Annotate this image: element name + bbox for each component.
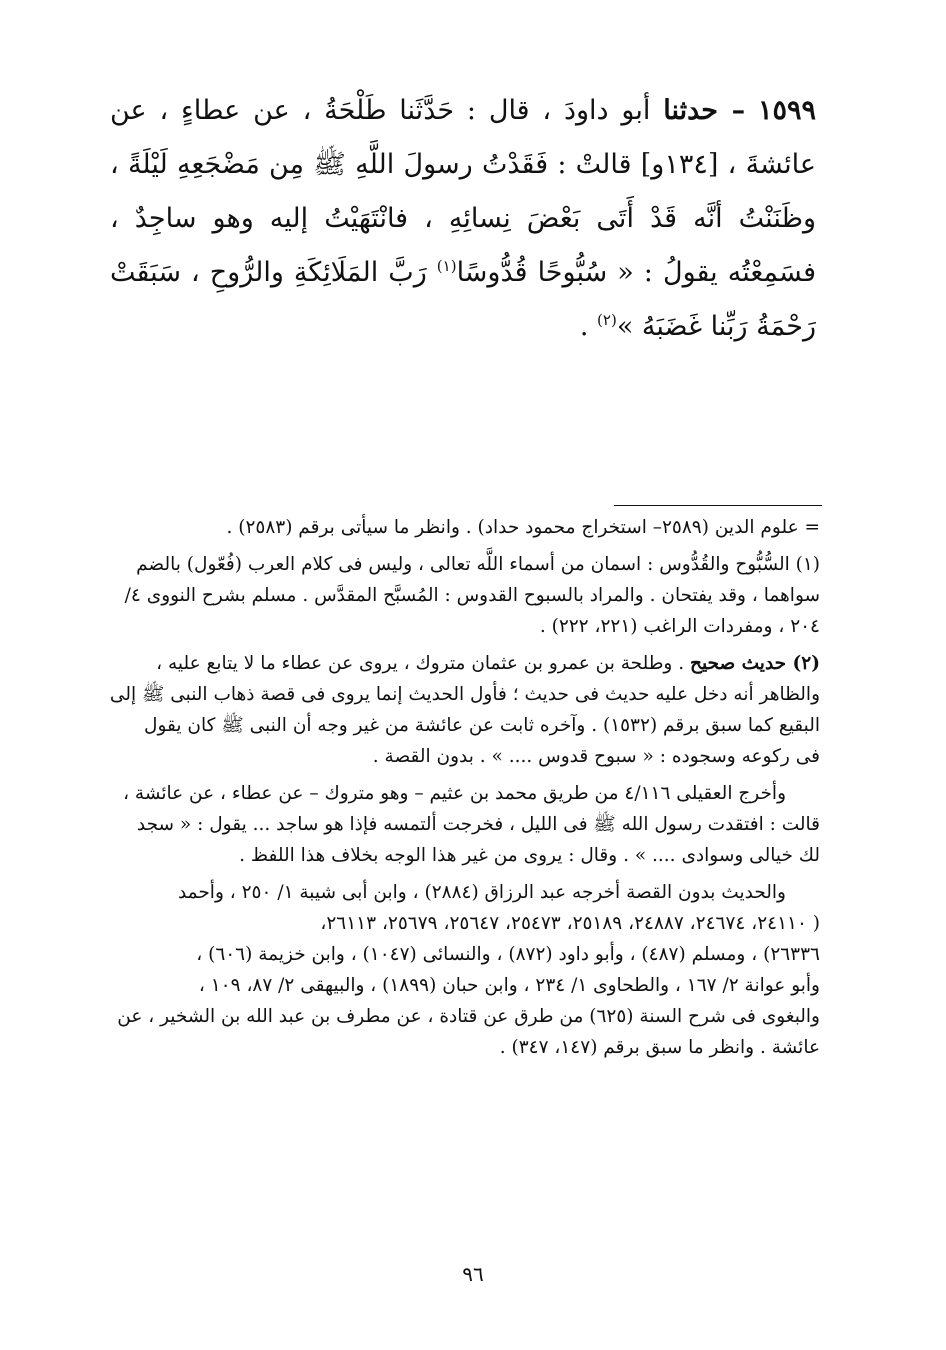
- footnote-2: [108, 648, 820, 772]
- footnote-line: ٢٠٤ ، ومفردات الراغب (٢٢١، ٢٢٢) .: [539, 616, 820, 637]
- hadith-line: غَضَبَهُ »: [616, 311, 703, 342]
- footnote-4: [108, 877, 820, 1063]
- footnote-2-label: (٢) حديث صحيح: [690, 653, 820, 674]
- footnote-line: وأخرج العقيلى ٤/١١٦ من طريق محمد بن عثيم – وهو متروك – عن عطاء ، عن عائشة ،: [123, 783, 786, 804]
- footnote-marker-1: (١): [436, 257, 457, 275]
- footnote-marker-2: (٢): [597, 311, 617, 329]
- footnote-line: ( ٢٤١١٠، ٢٤٦٧٤، ٢٤٨٨٧، ٢٥١٨٩، ٢٥٤٧٣، ٢٥٦٤٧، ٢٥٦٧٩، ٢٦١١٣،: [320, 913, 820, 934]
- footnote-3: [108, 778, 820, 871]
- footnote-line: قالت : افتقدت رسول الله ﷺ فى الليل ، فخرجت ألتمسه فإذا هو ساجد ... يقول : « سجد: [136, 814, 820, 835]
- footnote-line: والحديث بدون القصة أخرجه عبد الرزاق (٢٨٨٤) ، وابن أبى شيبة ١/ ٢٥٠ ، وأحمد: [177, 882, 786, 903]
- hadith-number: ١٥٩٩: [757, 95, 816, 126]
- hadith-line: رَبَّ المَلَائِكَةِ والرُّوحِ ، سَبَقَتْ رَحْمَةُ رَبِّنا: [110, 257, 816, 342]
- hadith-line: وظَنَنْتُ أنَّه قَدْ أَتَى بَعْضَ نِسائِهِ ، فانْتَهَيْتُ إليه وهو ساجِدٌ ، فسَمِعْتُه: [110, 203, 816, 288]
- footnote-line: [108, 648, 820, 679]
- footnote-line: ٢٦٣٣٦) ، ومسلم (٤٨٧) ، وأبو داود (٨٧٢) ، والنسائى (١٠٤٧) ، وابن خزيمة (٦٠٦) ،: [196, 944, 820, 965]
- footnote-line: والظاهر أنه دخل عليه حديث فى حديث ؛ فأول الحديث إنما يروى فى قصة ذهاب النبى ﷺ إلى: [109, 684, 820, 705]
- footnote-line: وأبو عوانة ٢/ ١٦٧ ، والطحاوى ١/ ٢٣٤ ، وابن حبان (١٨٩٩) ، والبيهقى ٢/ ٨٧، ١٠٩ ،: [198, 975, 820, 996]
- hadith-text: [110, 84, 816, 354]
- hadith-line: أبو داودَ ، قال : حَدَّثَنا طَلْحَةُ ، عن عطاءٍ ، عن: [110, 95, 651, 126]
- footnotes: [108, 512, 820, 1069]
- footnote-continuation: [108, 512, 820, 543]
- footnote-line: البقيع كما سبق برقم (١٥٣٢) . وآخره ثابت عن عائشة من غير وجه أن النبى ﷺ كان يقول: [144, 715, 820, 736]
- hadith-line: .: [579, 311, 589, 342]
- footnote-line: لك خيالى وسوادى .... » . وقال : يروى من غير هذا الوجه بخلاف هذا اللفظ .: [239, 845, 820, 866]
- footnote-divider: [614, 505, 822, 506]
- footnote-line: عائشة . وانظر ما سبق برقم (١٤٧، ٣٤٧) .: [499, 1037, 820, 1058]
- footnote-2-text: . وطلحة بن عمرو بن عثمان متروك ، يروى عن عطاء ما لا يتابع عليه ،: [156, 653, 685, 674]
- footnote-1: [108, 549, 820, 642]
- footnote-line: سواهما ، وقد يفتحان . والمراد بالسبوح القدوس : المُسبَّح المقدَّس . مسلم بشرح النووى ٤/: [124, 585, 820, 606]
- footnote-line: فى ركوعه وسجوده : « سبوح قدوس .... » . بدون القصة .: [372, 746, 820, 767]
- footnote-line: والبغوى فى شرح السنة (٦٢٥) من طرق عن قتادة ، عن مطرف بن عبد الله بن الشخير ، عن: [117, 1006, 820, 1027]
- page-number: ٩٦: [462, 1262, 484, 1286]
- footnote-line: (١) السُّبُّوح والقُدُّوس : اسمان من أسماء اللَّه تعالى ، وليس فى كلام العرب (فُعّول) بالضم: [136, 554, 820, 575]
- hadith-intro: – حدثنا: [663, 95, 746, 126]
- hadith-line: عائشةَ ، [١٣٤و] قالتْ : فَقَدْتُ رسولَ اللَّهِ ﷺ مِن مَضْجَعِهِ لَيْلَةً ،: [110, 149, 816, 180]
- footnote-line: = علوم الدين (٢٥٨٩– استخراج محمود حداد) . وانظر ما سيأتى برقم (٢٥٨٣) .: [226, 517, 820, 538]
- hadith-line: يقولُ : « سُبُّوحًا قُدُّوسًا: [456, 257, 718, 288]
